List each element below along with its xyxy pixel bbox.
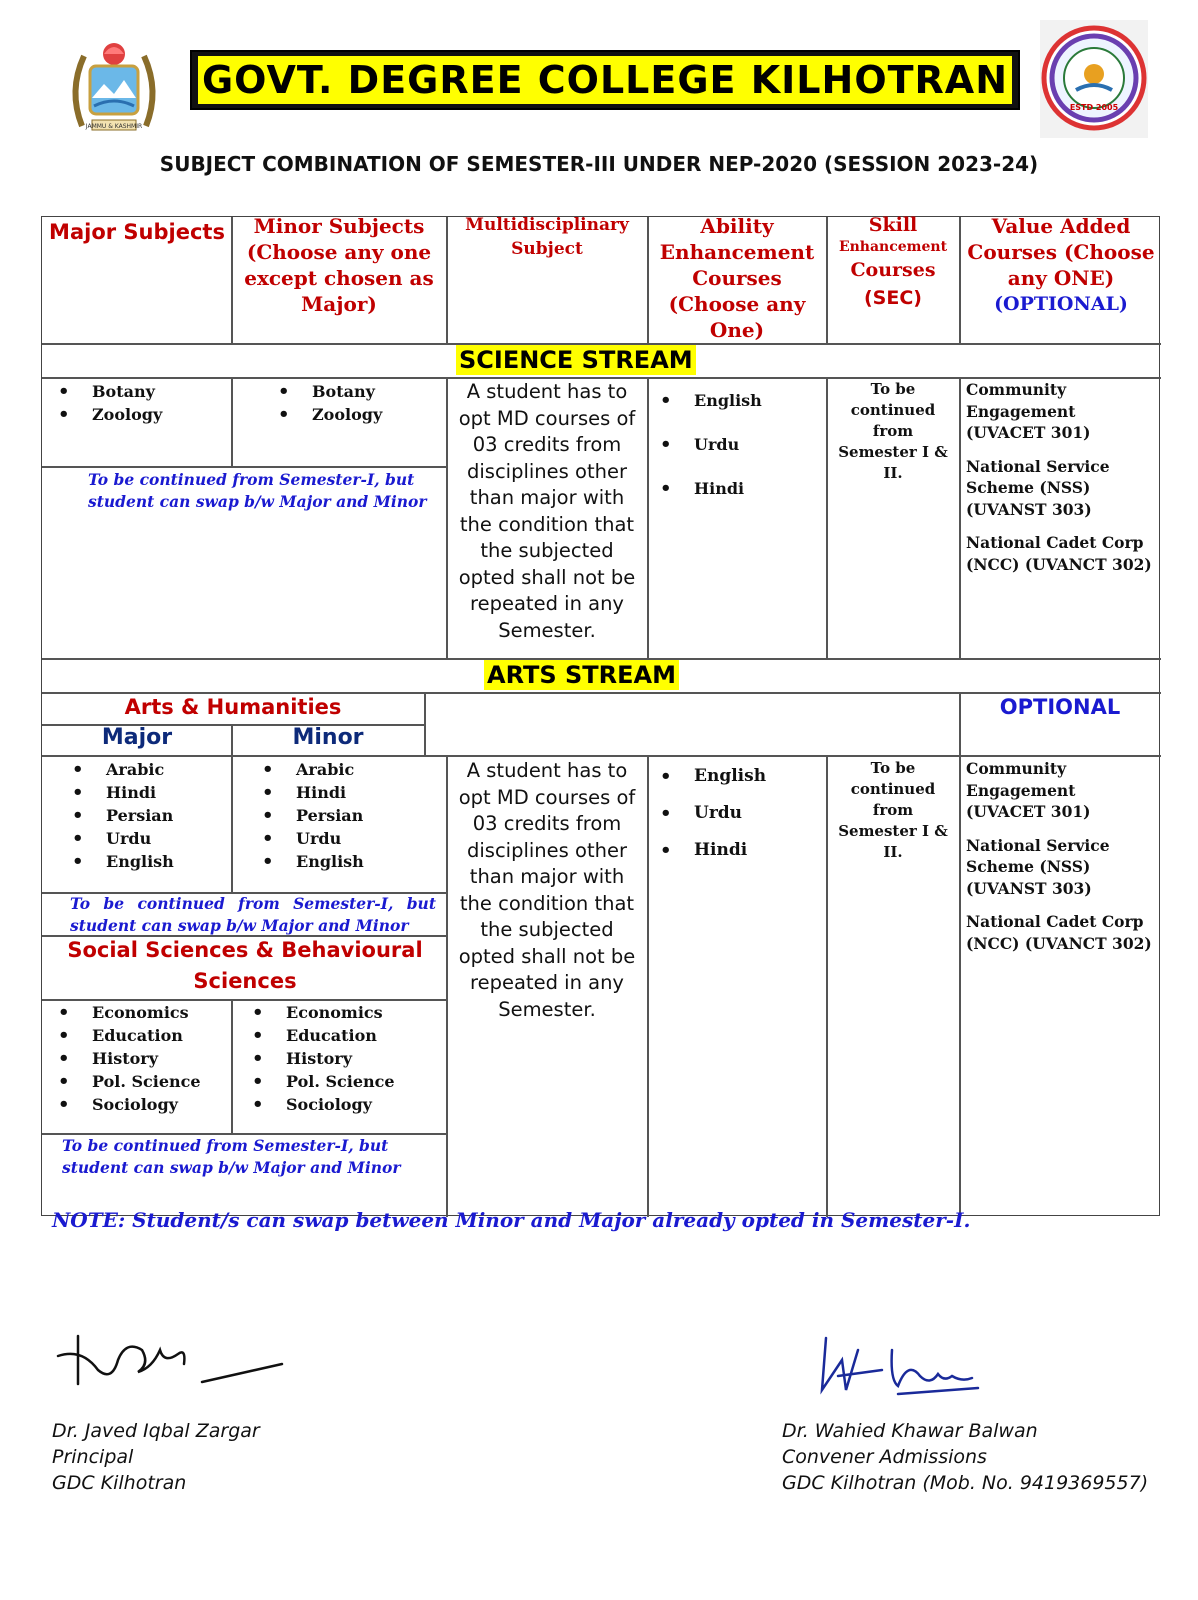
- arts-md-text: A student has to opt MD courses of 03 credits from disciplines other than major with the condition that the subjected opted shall not be repeated in any Semester.: [458, 759, 636, 1021]
- subject-item: • Persian: [72, 804, 174, 827]
- arts-major-label: Major: [101, 725, 173, 750]
- arts-humanities-title: Arts & Humanities: [124, 695, 342, 719]
- aec-item: • English: [660, 379, 762, 423]
- ss-major-list: [58, 1001, 201, 1116]
- aec-item: • Urdu: [660, 795, 766, 832]
- arts-stream-title: ARTS STREAM: [484, 660, 679, 690]
- college-title-banner: [190, 50, 1020, 110]
- subject-item: • Hindi: [72, 781, 174, 804]
- vac-item: National Service Scheme (NSS) (UVANST 303): [966, 835, 1110, 898]
- subject-item: • Pol. Science: [58, 1070, 201, 1093]
- convener-signature-block: [782, 1418, 1148, 1496]
- emblem-caption: JAMMU & KASHMIR: [85, 123, 143, 130]
- subject-item: • Economics: [58, 1001, 201, 1024]
- aec-item: • Hindi: [660, 467, 762, 511]
- arts-sec-text: To be continued from Semester I & II.: [838, 759, 948, 861]
- swap-note: NOTE: Student/s can swap between Minor and Major already opted in Semester-I.: [52, 1208, 971, 1232]
- arts-optional-label: OPTIONAL: [999, 695, 1121, 719]
- vac-item: Community Engagement (UVACET 301): [966, 380, 1091, 442]
- arts-minor-label: Minor: [292, 725, 364, 750]
- subject-item: • Education: [252, 1024, 395, 1047]
- college-name: GOVT. DEGREE COLLEGE KILHOTRAN: [198, 56, 1012, 104]
- subject-item: • Sociology: [252, 1093, 395, 1116]
- col-header-multidisciplinary: Multidisciplinary Subject: [465, 215, 629, 259]
- page-subtitle: SUBJECT COMBINATION OF SEMESTER-III UNDER NEP-2020 (SESSION 2023-24): [159, 152, 1039, 176]
- subject-item: • Persian: [262, 804, 364, 827]
- subject-item: • Sociology: [58, 1093, 201, 1116]
- convener-signature: [812, 1330, 982, 1406]
- ss-minor-list: [252, 1001, 395, 1116]
- signatory-line: Convener Admissions: [782, 1446, 987, 1468]
- subject-item: • English: [262, 850, 364, 873]
- science-major-list: [58, 380, 162, 426]
- signatory-line: Principal: [52, 1446, 134, 1468]
- arts-aec-list: [660, 758, 766, 869]
- col-header-sec: Skill Enhancement Courses (SEC): [838, 214, 948, 309]
- subject-item: • Arabic: [262, 758, 364, 781]
- science-aec-list: [660, 379, 762, 511]
- subject-item: • English: [72, 850, 174, 873]
- signatory-line: Dr. Wahied Khawar Balwan: [782, 1420, 1038, 1442]
- science-sec-text: To be continued from Semester I & II.: [838, 380, 948, 482]
- col-header-major: Major Subjects: [49, 220, 225, 244]
- col-header-minor: Minor Subjects (Choose any one except chosen as Major): [244, 214, 434, 316]
- subject-item: • Economics: [252, 1001, 395, 1024]
- arts-continued-note-1: To be continued from Semester-I, but student can swap b/w Major and Minor: [70, 894, 436, 935]
- vac-item: National Service Scheme (NSS) (UVANST 303): [966, 456, 1110, 519]
- science-stream-title: SCIENCE STREAM: [456, 345, 696, 375]
- col-header-vac: Value Added Courses (Choose any ONE) (OPTIONAL): [967, 214, 1155, 315]
- science-md-text: A student has to opt MD courses of 03 credits from disciplines other than major with the condition that the subjected opted shall not be repeated in any Semester.: [458, 380, 636, 642]
- arts-vac-list: [966, 758, 1156, 966]
- science-continued-note: To be continued from Semester-I, but student can swap b/w Major and Minor: [88, 470, 427, 511]
- vac-item: Community Engagement (UVACET 301): [966, 759, 1091, 821]
- aec-item: • Urdu: [660, 423, 762, 467]
- signatory-line: GDC Kilhotran (Mob. No. 9419369557): [782, 1472, 1149, 1494]
- subject-item: • History: [58, 1047, 201, 1070]
- col-header-aec: Ability Enhancement Courses (Choose any One): [659, 214, 815, 342]
- subject-item: • Zoology: [58, 403, 162, 426]
- vac-item: National Cadet Corp (NCC) (UVANCT 302): [966, 533, 1152, 574]
- signatory-line: GDC Kilhotran: [52, 1472, 187, 1494]
- college-seal-logo: [1038, 18, 1150, 140]
- jk-emblem-logo: [64, 36, 164, 136]
- subject-item: • Arabic: [72, 758, 174, 781]
- aec-item: • Hindi: [660, 832, 766, 869]
- subject-item: • Botany: [278, 380, 382, 403]
- subject-item: • Botany: [58, 380, 162, 403]
- subject-item: • Urdu: [72, 827, 174, 850]
- seal-estd: ESTD 2005: [1069, 103, 1119, 112]
- arts-major-list: [72, 758, 174, 873]
- principal-signature-block: [52, 1418, 260, 1496]
- subject-item: • Education: [58, 1024, 201, 1047]
- aec-item: • English: [660, 758, 766, 795]
- subject-item: • Hindi: [262, 781, 364, 804]
- science-minor-list: [278, 380, 382, 426]
- subject-combination-table: [41, 216, 1160, 1216]
- science-vac-list: [966, 379, 1156, 587]
- subject-item: • History: [252, 1047, 395, 1070]
- social-sciences-title: Social Sciences & Behavioural Sciences: [67, 938, 423, 993]
- arts-minor-list: [262, 758, 364, 873]
- signatory-line: Dr. Javed Iqbal Zargar: [52, 1420, 260, 1442]
- arts-continued-note-2: To be continued from Semester-I, but student can swap b/w Major and Minor: [62, 1136, 401, 1177]
- subject-item: • Pol. Science: [252, 1070, 395, 1093]
- subject-item: • Urdu: [262, 827, 364, 850]
- subject-item: • Zoology: [278, 403, 382, 426]
- principal-signature: [52, 1320, 292, 1400]
- vac-item: National Cadet Corp (NCC) (UVANCT 302): [966, 912, 1152, 953]
